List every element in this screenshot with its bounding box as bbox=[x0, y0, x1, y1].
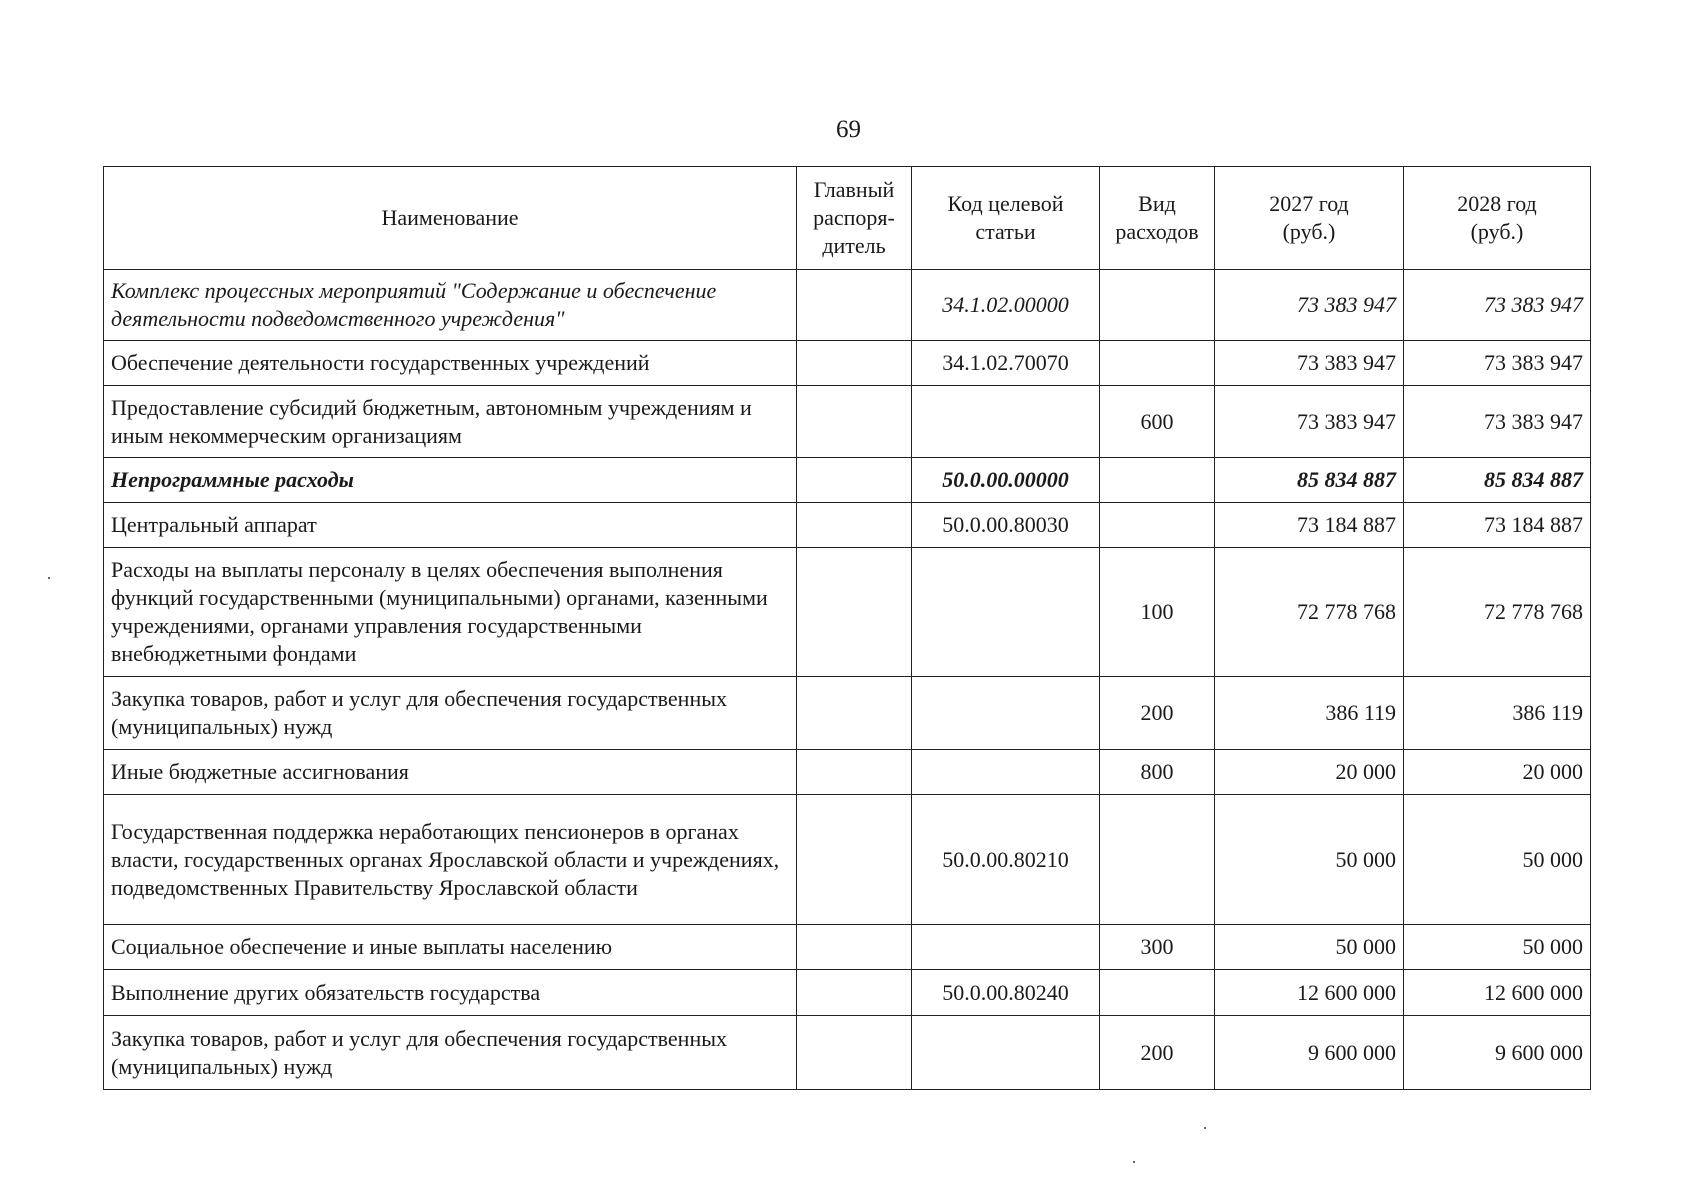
cell-year1: 50 000 bbox=[1215, 795, 1404, 925]
cell-target-code: 50.0.00.80030 bbox=[912, 503, 1100, 548]
scan-speck bbox=[1204, 1127, 1206, 1129]
table-header bbox=[104, 167, 1591, 270]
cell-chief-admin bbox=[797, 503, 912, 548]
cell-year2: 73 383 947 bbox=[1404, 270, 1591, 341]
cell-chief-admin bbox=[797, 386, 912, 458]
cell-year1: 12 600 000 bbox=[1215, 970, 1404, 1016]
cell-expense-type bbox=[1100, 970, 1215, 1016]
cell-year1: 73 383 947 bbox=[1215, 386, 1404, 458]
cell-chief-admin bbox=[797, 458, 912, 503]
cell-name: Иные бюджетные ассигнования bbox=[104, 750, 797, 795]
table-row bbox=[104, 503, 1591, 548]
cell-target-code bbox=[912, 548, 1100, 677]
cell-year2: 12 600 000 bbox=[1404, 970, 1591, 1016]
cell-chief-admin bbox=[797, 750, 912, 795]
cell-target-code: 34.1.02.00000 bbox=[912, 270, 1100, 341]
cell-name: Предоставление субсидий бюджетным, автономным учреждениям и иным некоммерческим организациям bbox=[104, 386, 797, 458]
budget-table bbox=[103, 166, 1591, 1090]
scan-speck bbox=[48, 577, 50, 579]
cell-name: Обеспечение деятельности государственных учреждений bbox=[104, 341, 797, 386]
cell-year2: 73 383 947 bbox=[1404, 386, 1591, 458]
cell-expense-type: 200 bbox=[1100, 677, 1215, 750]
cell-year1: 20 000 bbox=[1215, 750, 1404, 795]
cell-year1: 85 834 887 bbox=[1215, 458, 1404, 503]
cell-year1: 73 383 947 bbox=[1215, 341, 1404, 386]
cell-name: Социальное обеспечение и иные выплаты населению bbox=[104, 925, 797, 970]
table-row bbox=[104, 341, 1591, 386]
cell-chief-admin bbox=[797, 677, 912, 750]
page-number: 69 bbox=[836, 116, 861, 143]
cell-target-code: 50.0.00.80240 bbox=[912, 970, 1100, 1016]
header-expense-type: Вид расходов bbox=[1100, 167, 1215, 270]
cell-year2: 72 778 768 bbox=[1404, 548, 1591, 677]
table-row bbox=[104, 270, 1591, 341]
header-chief-admin: Главный распоря- дитель bbox=[797, 167, 912, 270]
cell-target-code: 50.0.00.00000 bbox=[912, 458, 1100, 503]
cell-name: Центральный аппарат bbox=[104, 503, 797, 548]
scan-speck bbox=[1133, 1161, 1135, 1163]
cell-expense-type: 100 bbox=[1100, 548, 1215, 677]
cell-year1: 50 000 bbox=[1215, 925, 1404, 970]
table-row bbox=[104, 386, 1591, 458]
cell-chief-admin bbox=[797, 341, 912, 386]
cell-year2: 73 184 887 bbox=[1404, 503, 1591, 548]
cell-expense-type bbox=[1100, 503, 1215, 548]
cell-expense-type: 800 bbox=[1100, 750, 1215, 795]
cell-chief-admin bbox=[797, 925, 912, 970]
table-row bbox=[104, 970, 1591, 1016]
cell-year2: 20 000 bbox=[1404, 750, 1591, 795]
cell-chief-admin bbox=[797, 795, 912, 925]
cell-chief-admin bbox=[797, 970, 912, 1016]
cell-name: Закупка товаров, работ и услуг для обеспечения государственных (муниципальных) нужд bbox=[104, 1016, 797, 1090]
cell-target-code bbox=[912, 750, 1100, 795]
cell-name: Государственная поддержка неработающих пенсионеров в органах власти, государственных органах Ярославской области и учреждениях, подведомственных Правительству Ярославской области bbox=[104, 795, 797, 925]
cell-expense-type: 200 bbox=[1100, 1016, 1215, 1090]
cell-expense-type: 600 bbox=[1100, 386, 1215, 458]
cell-year1: 73 184 887 bbox=[1215, 503, 1404, 548]
cell-expense-type bbox=[1100, 795, 1215, 925]
cell-chief-admin bbox=[797, 548, 912, 677]
cell-year2: 73 383 947 bbox=[1404, 341, 1591, 386]
table-body bbox=[104, 270, 1591, 1090]
cell-expense-type: 300 bbox=[1100, 925, 1215, 970]
cell-name: Непрограммные расходы bbox=[104, 458, 797, 503]
table-row bbox=[104, 548, 1591, 677]
cell-name: Закупка товаров, работ и услуг для обеспечения государственных (муниципальных) нужд bbox=[104, 677, 797, 750]
cell-expense-type bbox=[1100, 270, 1215, 341]
cell-year2: 50 000 bbox=[1404, 795, 1591, 925]
table-row bbox=[104, 795, 1591, 925]
cell-year2: 50 000 bbox=[1404, 925, 1591, 970]
header-target-code: Код целевой статьи bbox=[912, 167, 1100, 270]
header-year2: 2028 год (руб.) bbox=[1404, 167, 1591, 270]
cell-year2: 386 119 bbox=[1404, 677, 1591, 750]
header-name: Наименование bbox=[104, 167, 797, 270]
cell-expense-type bbox=[1100, 341, 1215, 386]
cell-year1: 9 600 000 bbox=[1215, 1016, 1404, 1090]
table-row bbox=[104, 1016, 1591, 1090]
cell-target-code: 34.1.02.70070 bbox=[912, 341, 1100, 386]
table-row bbox=[104, 925, 1591, 970]
table-row bbox=[104, 677, 1591, 750]
cell-name: Комплекс процессных мероприятий "Содержание и обеспечение деятельности подведомственного учреждения" bbox=[104, 270, 797, 341]
cell-target-code bbox=[912, 1016, 1100, 1090]
cell-target-code bbox=[912, 925, 1100, 970]
cell-target-code bbox=[912, 386, 1100, 458]
cell-name: Расходы на выплаты персоналу в целях обеспечения выполнения функций государственными (муниципальными) органами, казенными учреждениями, органами управления государственными внебюджетными фондами bbox=[104, 548, 797, 677]
cell-year1: 73 383 947 bbox=[1215, 270, 1404, 341]
cell-chief-admin bbox=[797, 1016, 912, 1090]
cell-target-code bbox=[912, 677, 1100, 750]
cell-year2: 9 600 000 bbox=[1404, 1016, 1591, 1090]
cell-expense-type bbox=[1100, 458, 1215, 503]
cell-target-code: 50.0.00.80210 bbox=[912, 795, 1100, 925]
table-row bbox=[104, 750, 1591, 795]
cell-year2: 85 834 887 bbox=[1404, 458, 1591, 503]
cell-year1: 386 119 bbox=[1215, 677, 1404, 750]
cell-year1: 72 778 768 bbox=[1215, 548, 1404, 677]
cell-name: Выполнение других обязательств государства bbox=[104, 970, 797, 1016]
table-row bbox=[104, 458, 1591, 503]
cell-chief-admin bbox=[797, 270, 912, 341]
header-year1: 2027 год (руб.) bbox=[1215, 167, 1404, 270]
